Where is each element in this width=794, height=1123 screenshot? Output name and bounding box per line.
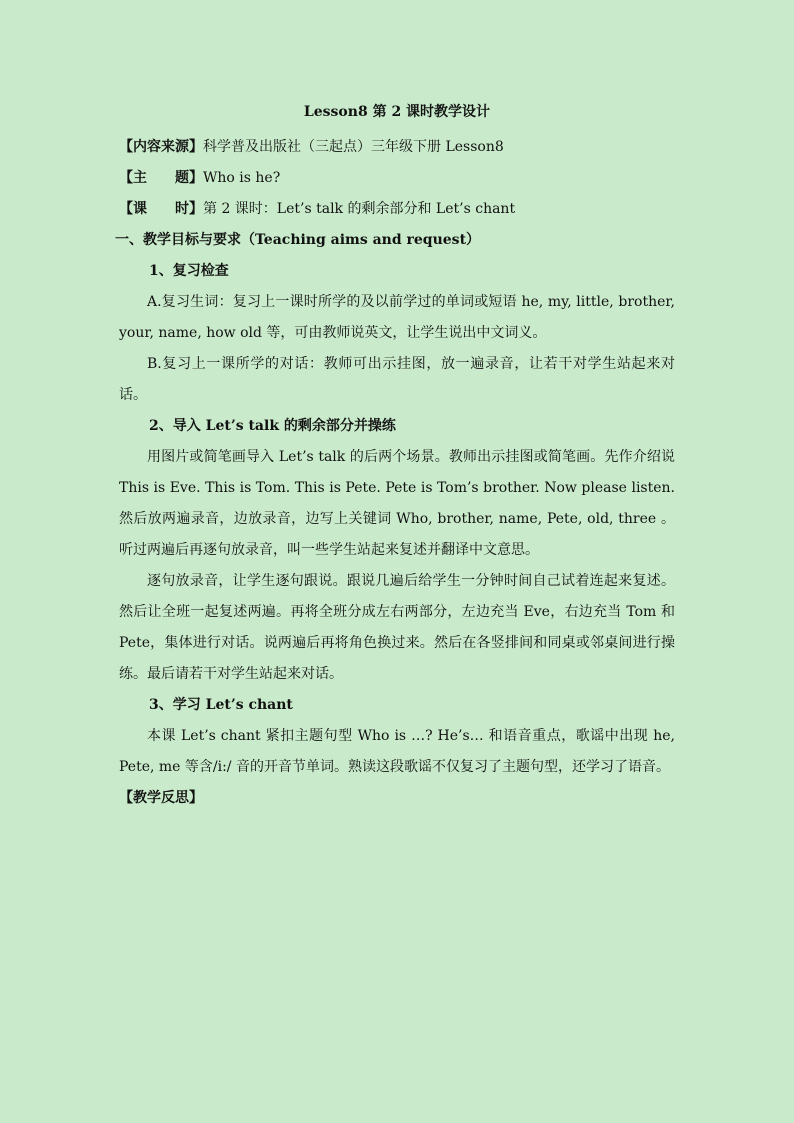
section1-heading: 一、教学目标与要求（Teaching aims and request） [115, 232, 481, 248]
topic-label: 【主 题】 [119, 170, 203, 186]
step2-para-2: 逐句放录音，让学生逐句跟说。跟说几遍后给学生一分钟时间自己试着连起来复述。然后让全班一起复述两遍。再将全班分成左右两部分，左边充当 Eve，右边充当 Tom 和 Pete，集体进行对话。说两遍后再将角色换过来。然后在各竖排间和同桌或邻桌间进行操练。最后请若干对学生站起来对话。 [119, 573, 675, 682]
document-title: Lesson8 第 2 课时教学设计 [303, 104, 491, 120]
document-body [115, 132, 675, 814]
source-value: 科学普及出版社（三起点）三年级下册 Lesson8 [203, 139, 504, 155]
meta-period [119, 194, 675, 225]
step2-para-1: 用图片或简笔画导入 Let’s talk 的后两个场景。教师出示挂图或简笔画。先作介绍说 This is Eve. This is Tom. This is Pete. Pete is Tom’s brother. Now please listen. 然后放两遍录音，边放录音，边写上关键词 Who, brother, name, Pete, old, three 。听过两遍后再逐句放录音，叫一些学生站起来复述并翻译中文意思。 [119, 449, 675, 558]
step1-heading: 1、复习检查 [149, 263, 229, 279]
source-label: 【内容来源】 [119, 139, 203, 155]
step2-heading: 2、导入 Let’s talk 的剩余部分并操练 [149, 418, 396, 434]
step3-para-1: 本课 Let’s chant 紧扣主题句型 Who is …? He’s… 和语音重点，歌谣中出现 he, Pete, me 等含/i:/ 音的开音节单词。熟读这段歌谣不仅复习了主题句型，还学习了语音。 [119, 728, 675, 775]
meta-topic [119, 163, 675, 194]
topic-value: Who is he? [203, 170, 281, 186]
meta-source [119, 132, 675, 163]
reflection-heading: 【教学反思】 [119, 790, 203, 806]
step3-heading: 3、学习 Let’s chant [149, 697, 293, 713]
period-value: 第 2 课时：Let’s talk 的剩余部分和 Let’s chant [203, 201, 516, 217]
step1-para-b: B.复习上一课所学的对话：教师可出示挂图，放一遍录音，让若干对学生站起来对话。 [119, 356, 675, 403]
step1-para-a: A.复习生词：复习上一课时所学的及以前学过的单词或短语 he, my, little, brother, your, name, how old 等，可由教师说英文，让学生说出中文词义。 [119, 294, 675, 341]
period-label: 【课 时】 [119, 201, 203, 217]
